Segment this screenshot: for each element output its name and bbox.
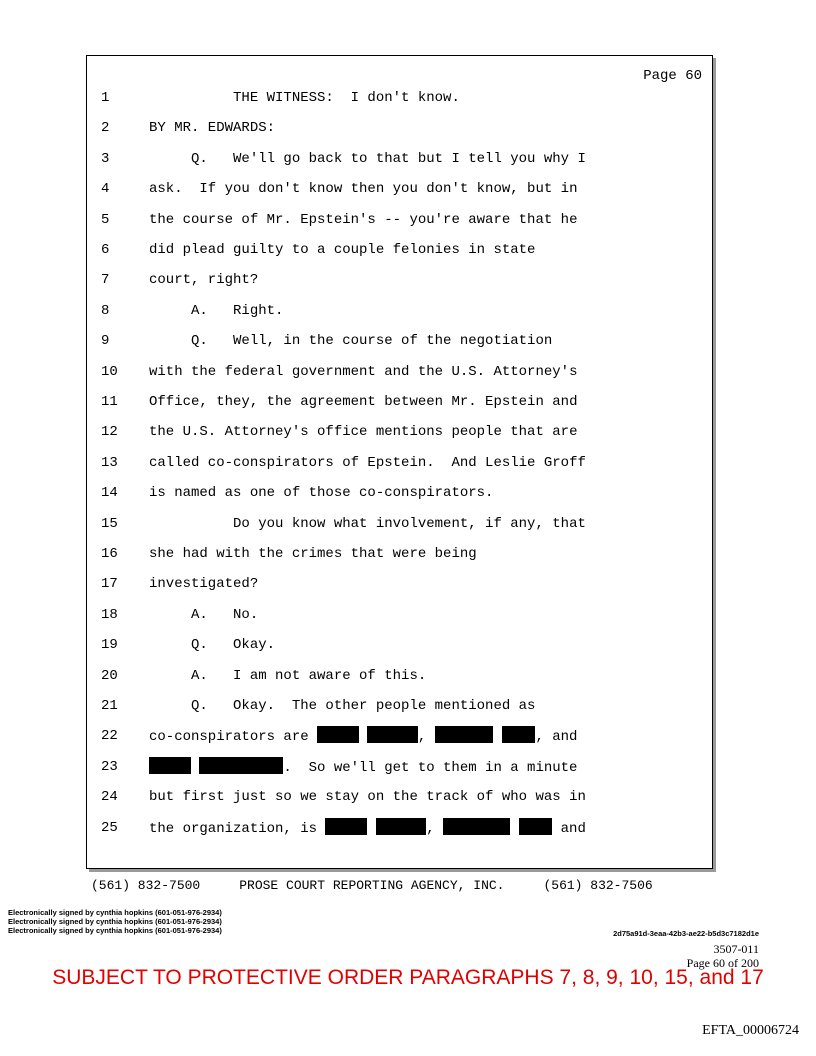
- transcript-line: [87, 270, 712, 290]
- line-text: [149, 453, 586, 473]
- text-segment: Q. Okay. The other people mentioned as: [149, 698, 536, 714]
- line-number: 8: [101, 302, 110, 319]
- redaction-box: [325, 818, 367, 835]
- line-number: 7: [101, 272, 110, 289]
- redaction-box: [367, 726, 417, 743]
- line-text: [149, 605, 258, 625]
- protective-order-notice: SUBJECT TO PROTECTIVE ORDER PARAGRAPHS 7, 8, 9, 10, 15, and 17: [52, 966, 764, 989]
- transcript-line: [87, 210, 712, 230]
- transcript-line: [87, 392, 712, 412]
- line-text: [149, 635, 275, 655]
- line-number: 14: [101, 485, 118, 502]
- text-segment: , and: [535, 729, 578, 746]
- transcript-line: [87, 635, 712, 655]
- transcript-line: [87, 605, 712, 625]
- transcript-line: [87, 240, 712, 260]
- text-segment: Do you know what involvement, if any, that: [149, 515, 586, 532]
- line-text: [149, 118, 275, 138]
- line-number: 3: [101, 150, 110, 167]
- line-text: [149, 696, 535, 716]
- line-number: 6: [101, 242, 110, 258]
- transcript-page: [86, 55, 713, 869]
- line-number: 13: [101, 454, 118, 471]
- text-segment: Q. Okay.: [149, 637, 276, 654]
- redaction-box: [317, 726, 359, 743]
- line-text: [149, 818, 586, 839]
- line-text: [149, 483, 493, 503]
- transcript-line: [87, 574, 712, 594]
- page-number: Page 60: [643, 68, 702, 84]
- line-number: 11: [101, 394, 118, 410]
- text-segment: A. No.: [149, 606, 259, 623]
- line-number: 5: [101, 211, 110, 228]
- transcript-line: [87, 666, 712, 686]
- text-segment: A. I am not aware of this.: [149, 667, 427, 684]
- line-text: [149, 240, 535, 260]
- redaction-box: [376, 818, 426, 835]
- redaction-box: [502, 726, 536, 743]
- text-segment: THE WITNESS: I don't know.: [149, 90, 460, 106]
- line-text: [149, 392, 577, 412]
- line-text: [149, 544, 477, 564]
- text-segment: with the federal government and the U.S. Attorney's: [149, 363, 578, 380]
- bates-number: EFTA_00006724: [702, 1023, 799, 1038]
- page-of-total: Page 60 of 200: [686, 956, 759, 970]
- text-segment: Q. Well, in the course of the negotiation: [149, 333, 553, 350]
- transcript-line: [87, 696, 712, 716]
- line-number: 4: [101, 181, 110, 198]
- redaction-box: [435, 726, 494, 743]
- line-number: 22: [101, 728, 118, 745]
- redaction-box: [443, 818, 510, 835]
- line-text: [149, 787, 586, 807]
- line-text: [149, 422, 577, 442]
- text-segment: [493, 729, 501, 745]
- line-number: 24: [101, 789, 118, 806]
- line-text: [149, 88, 460, 108]
- text-segment: [367, 821, 375, 837]
- text-segment: [191, 760, 199, 776]
- redaction-box: [519, 818, 553, 835]
- transcript-line: [87, 362, 712, 382]
- text-segment: co-conspirators are: [149, 729, 318, 746]
- line-text: [149, 179, 577, 199]
- line-number: 23: [101, 758, 118, 775]
- text-segment: . So we'll get to them in a minute: [283, 759, 578, 776]
- line-text: [149, 726, 577, 747]
- text-segment: [510, 821, 518, 837]
- text-segment: BY MR. EDWARDS:: [149, 120, 276, 137]
- signature-line: Electronically signed by cynthia hopkins (601-051-976-2934): [8, 917, 222, 926]
- line-text: [149, 574, 258, 594]
- line-number: 21: [101, 698, 118, 714]
- signature-line: Electronically signed by cynthia hopkins (601-051-976-2934): [8, 926, 222, 935]
- text-segment: the U.S. Attorney's office mentions people that are: [149, 424, 578, 441]
- line-text: [149, 362, 577, 382]
- text-segment: is named as one of those co-conspirators.: [149, 485, 494, 502]
- transcript-line: [87, 787, 712, 807]
- line-number: 20: [101, 667, 118, 684]
- line-number: 10: [101, 363, 118, 380]
- line-number: 25: [101, 819, 118, 836]
- text-segment: she had with the crimes that were being: [149, 546, 477, 562]
- text-segment: ,: [417, 729, 435, 746]
- text-segment: the course of Mr. Epstein's -- you're aware that he: [149, 211, 578, 228]
- line-text: [149, 666, 426, 686]
- text-segment: but first just so we stay on the track of who was in: [149, 789, 586, 806]
- text-segment: investigated?: [149, 576, 259, 593]
- text-segment: did plead guilty to a couple felonies in state: [149, 242, 536, 258]
- document-hash: 2d75a91d-3eaa-42b3-ae22-b5d3c7182d1e: [613, 929, 759, 938]
- reporting-agency-footer: (561) 832-7500 PROSE COURT REPORTING AGENCY, INC. (561) 832-7506: [91, 878, 653, 893]
- line-text: [149, 757, 577, 778]
- line-number: 12: [101, 424, 118, 441]
- line-number: 16: [101, 546, 118, 562]
- text-segment: ask. If you don't know then you don't know, but in: [149, 181, 578, 198]
- transcript-line: [87, 514, 712, 534]
- exhibit-number: 3507-011: [713, 942, 759, 956]
- line-number: 17: [101, 576, 118, 593]
- transcript-line: [87, 544, 712, 564]
- line-text: [149, 210, 577, 230]
- text-segment: A. Right.: [149, 302, 284, 319]
- line-text: [149, 270, 258, 290]
- transcript-line: [87, 118, 712, 138]
- transcript-line: [87, 88, 712, 108]
- transcript-line: [87, 331, 712, 351]
- text-segment: Q. We'll go back to that but I tell you why I: [149, 150, 586, 167]
- transcript-line: [87, 422, 712, 442]
- signature-block: [8, 908, 222, 935]
- line-number: 1: [101, 90, 110, 106]
- text-segment: court, right?: [149, 272, 259, 289]
- line-number: 19: [101, 637, 118, 654]
- transcript-line: [87, 149, 712, 169]
- transcript-line: [87, 483, 712, 503]
- signature-line: Electronically signed by cynthia hopkins (601-051-976-2934): [8, 908, 222, 917]
- transcript-line: [87, 179, 712, 199]
- text-segment: the organization, is: [149, 820, 326, 837]
- text-segment: called co-conspirators of Epstein. And Leslie Groff: [149, 454, 586, 471]
- line-number: 9: [101, 333, 110, 350]
- line-number: 15: [101, 515, 118, 532]
- line-text: [149, 149, 586, 169]
- transcript-line: [87, 757, 712, 777]
- text-segment: Office, they, the agreement between Mr. Epstein and: [149, 394, 578, 410]
- transcript-line: [87, 818, 712, 838]
- text-segment: [359, 729, 367, 745]
- transcript-line: [87, 453, 712, 473]
- redaction-box: [149, 757, 191, 774]
- transcript-line: [87, 301, 712, 321]
- transcript-line: [87, 726, 712, 746]
- redaction-box: [199, 757, 283, 774]
- text-segment: and: [552, 820, 586, 837]
- line-text: [149, 514, 586, 534]
- line-number: 2: [101, 120, 110, 137]
- text-segment: ,: [426, 820, 444, 837]
- line-text: [149, 331, 552, 351]
- line-text: [149, 301, 283, 321]
- line-number: 18: [101, 606, 118, 623]
